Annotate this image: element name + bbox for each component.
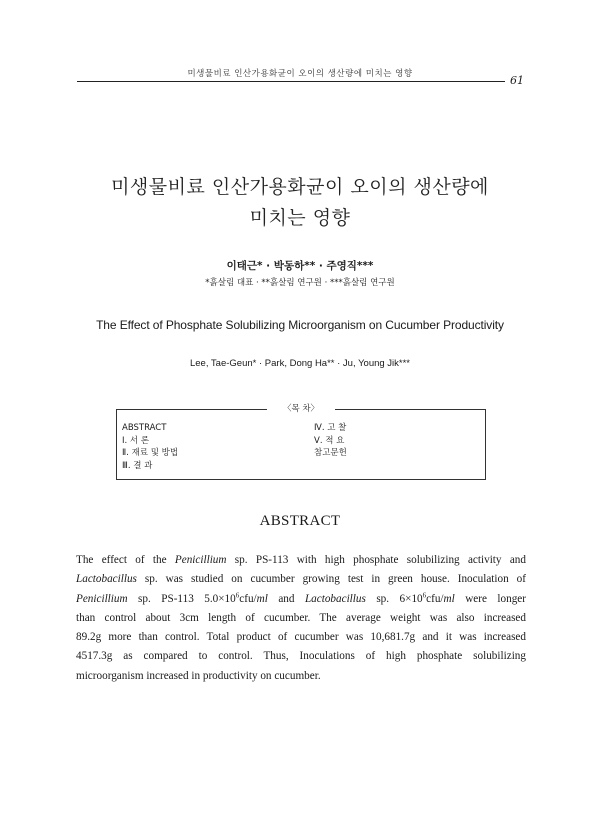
korean-title-line1: 미생물비료 인산가용화균이 오이의 생산량에 bbox=[111, 176, 489, 198]
species-name: Lactobacillus bbox=[76, 573, 137, 586]
toc-item: Ⅴ. 적 요 bbox=[314, 435, 345, 446]
toc-item: Ⅰ. 서 론 bbox=[122, 435, 150, 446]
species-name: Penicillium bbox=[76, 592, 128, 605]
toc-item: Ⅳ. 고 찰 bbox=[314, 423, 347, 433]
abstract-line: Penicillium sp. PS-113 $5.0\times 10^6cfu/ml$ and Lactobacillus sp. $6\times 10^6cfu/ml$ were longer bbox=[76, 590, 526, 605]
korean-affiliations: *흙살림 대표 · **흙살림 연구원 · ***흙살림 연구원 bbox=[205, 278, 395, 288]
toc-item: 참고문헌 bbox=[314, 448, 347, 458]
abstract-heading: ABSTRACT bbox=[259, 513, 341, 529]
species-name: Penicillium bbox=[174, 554, 227, 566]
english-authors: Lee, Tae-Geun* · Park, Dong Ha** · Ju, Young Jik*** bbox=[189, 358, 411, 369]
species-name: Lactobacillus bbox=[304, 592, 366, 605]
abstract-line: than control about 3cm length of cucumber. The average weight was also increased bbox=[76, 611, 526, 624]
running-header: 미생물비료 인산가용화균이 오이의 생산량에 미치는 영향 bbox=[187, 69, 413, 79]
toc-item: ABSTRACT bbox=[122, 423, 167, 433]
toc-item: Ⅲ. 결 과 bbox=[122, 460, 153, 471]
toc-left-column bbox=[122, 422, 178, 472]
toc-right-column bbox=[314, 422, 347, 460]
english-title: The Effect of Phosphate Solubilizing Microorganism on Cucumber Productivity bbox=[96, 318, 504, 332]
abstract-body bbox=[76, 551, 526, 686]
header-rule bbox=[77, 81, 505, 82]
korean-title bbox=[0, 172, 600, 234]
abstract-line: Lactobacillus sp. was studied on cucumber growing test in green house. Inoculation of bbox=[76, 573, 526, 586]
abstract-line: 89.2g more than control. Total product of cucumber was 10,681.7g and it was increased bbox=[76, 631, 526, 644]
abstract-line: The effect of the Penicillium sp. PS-113 with high phosphate solubilizing activity and bbox=[76, 554, 526, 566]
toc-heading: 〈목 차〉 bbox=[282, 404, 320, 414]
korean-authors: 이태근* · 박동하** · 주영직*** bbox=[226, 260, 374, 272]
abstract-line: microorganism increased in productivity on cucumber. bbox=[76, 669, 321, 682]
page-number: 61 bbox=[510, 74, 524, 87]
table-of-contents bbox=[116, 404, 486, 480]
abstract-line: 4517.3g as compared to control. Thus, Inoculations of high phosphate solubilizing bbox=[76, 650, 526, 663]
korean-title-line2: 미치는 영향 bbox=[249, 207, 351, 229]
toc-item: Ⅱ. 재료 및 방법 bbox=[122, 448, 179, 458]
